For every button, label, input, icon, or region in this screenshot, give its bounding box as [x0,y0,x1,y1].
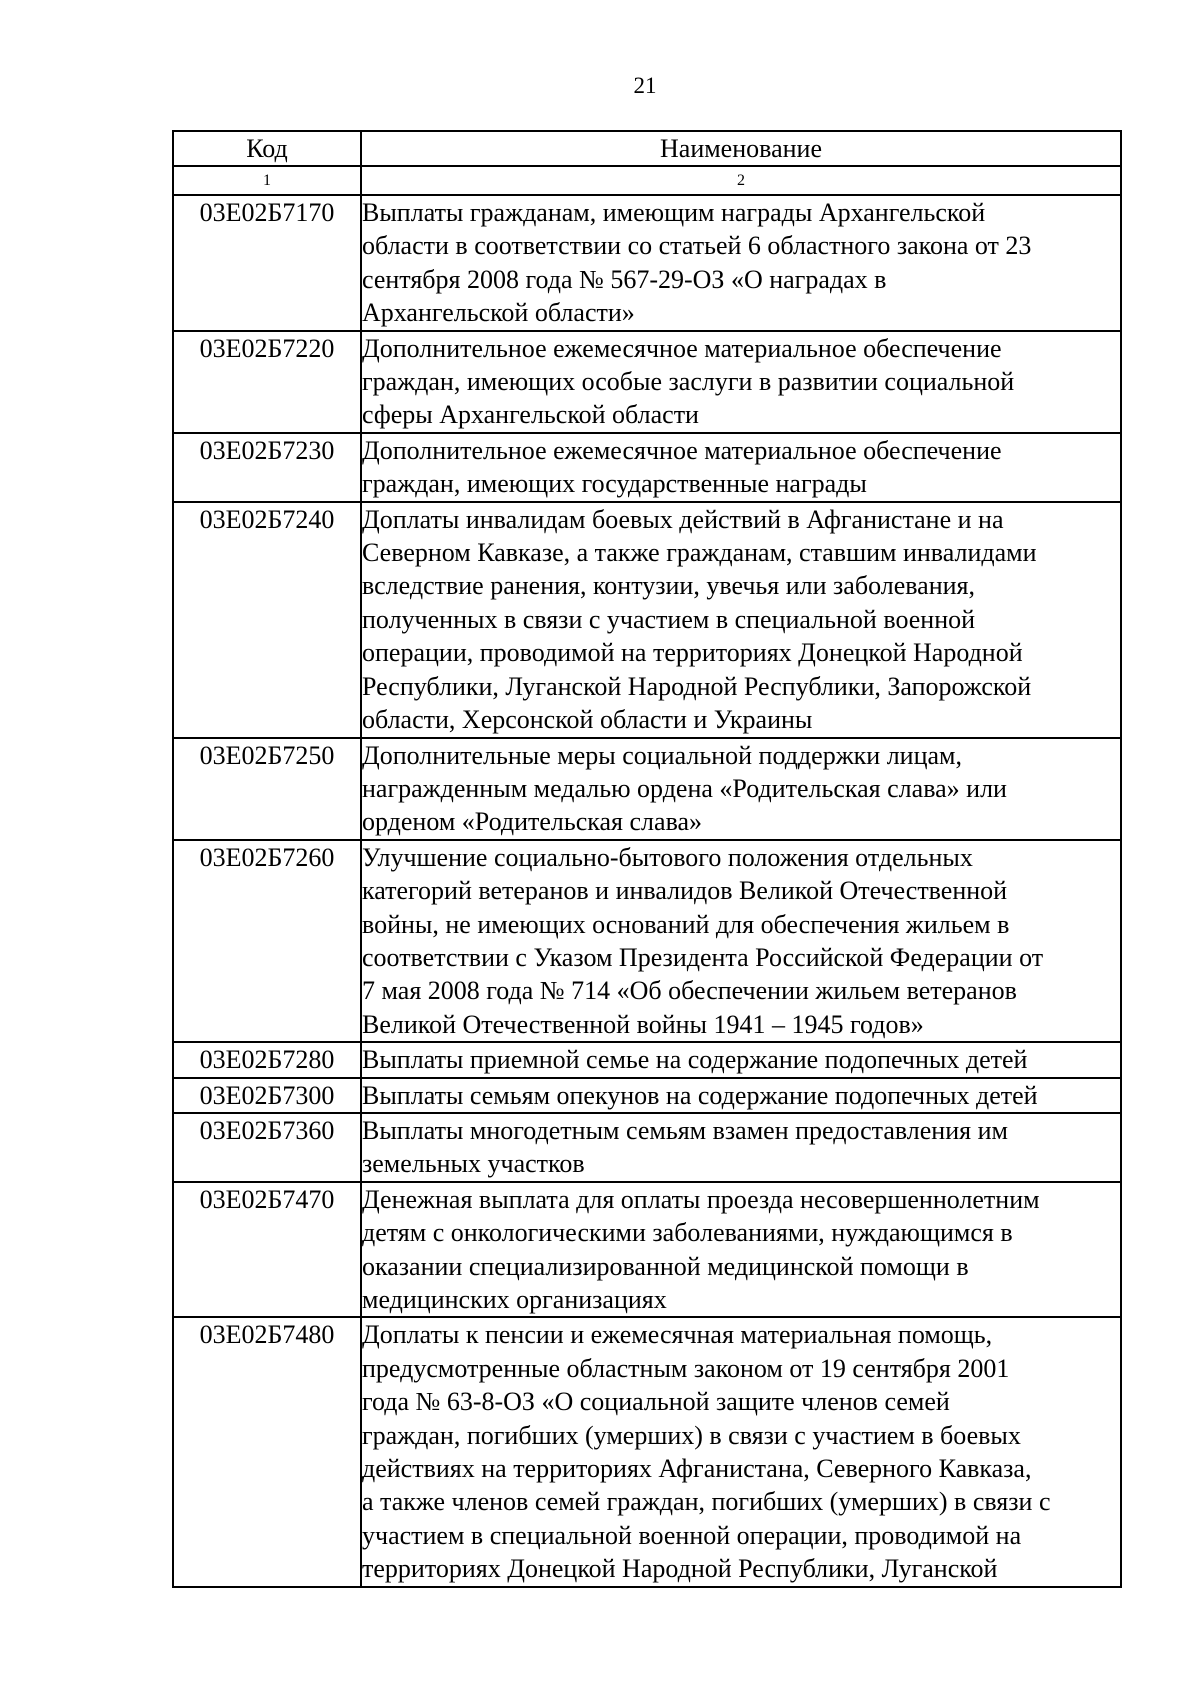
table-row [173,1182,1121,1318]
row-name-line: граждан, имеющих особые заслуги в развитии социальной [362,367,1015,397]
row-name-line: территориях Донецкой Народной Республики, Луганской [362,1554,998,1584]
column-number-name: 2 [361,166,1121,195]
row-name-line: Денежная выплата для оплаты проезда несовершеннолетним [362,1184,1040,1214]
row-name-line: Выплаты семьям опекунов на содержание подопечных детей [362,1080,1038,1110]
row-name-line: полученных в связи с участием в специальной военной [362,604,976,634]
row-name-line: Выплаты многодетным семьям взамен предоставления им [362,1115,1008,1145]
row-name-line: предусмотренные областным законом от 19 сентября 2001 [362,1353,1010,1383]
row-name-line: земельных участков [362,1149,585,1179]
row-name-line: оказании специализированной медицинской помощи в [362,1251,969,1281]
row-name-line: граждан, погибших (умерших) в связи с участием в боевых [362,1420,1021,1450]
row-name-line: Республики, Луганской Народной Республики, Запорожской [362,671,1032,701]
row-name-line: вследствие ранения, контузии, увечья или заболевания, [362,571,976,601]
row-name-line: войны, не имеющих оснований для обеспечения жильем в [362,909,1010,939]
row-code: 03Е02Б7260 [173,840,361,1042]
header-name: Наименование [361,131,1121,166]
row-name-line: Дополнительное ежемесячное материальное обеспечение [362,333,1002,363]
row-name-line: Архангельской области» [362,298,635,328]
row-name-line: участием в специальной военной операции, проводимой на [362,1520,1022,1550]
row-name-line: Доплаты к пенсии и ежемесячная материальная помощь, [362,1320,993,1350]
table-row [173,738,1121,840]
column-number-row [173,166,1121,195]
row-name-line: действиях на территориях Афганистана, Северного Кавказа, [362,1454,1032,1484]
column-number-code: 1 [173,166,361,195]
table-header-row [173,131,1121,166]
row-name [361,331,1121,433]
row-name [361,195,1121,331]
table-row [173,840,1121,1042]
row-name [361,433,1121,502]
page-number: 21 [633,73,657,98]
row-code: 03Е02Б7230 [173,433,361,502]
row-name [361,840,1121,1042]
row-name-line: Улучшение социально-бытового положения отдельных [362,842,973,872]
row-name-line: Дополнительное ежемесячное материальное обеспечение [362,435,1002,465]
table-body [173,195,1121,1587]
row-name-line: сентября 2008 года № 567-29-ОЗ «О наградах в [362,264,887,294]
row-code: 03Е02Б7300 [173,1078,361,1113]
row-name [361,1078,1121,1113]
table-row [173,1042,1121,1077]
row-name-line: Северном Кавказе, а также гражданам, ставшим инвалидами [362,538,1037,568]
row-code: 03Е02Б7360 [173,1113,361,1182]
row-name-line: категорий ветеранов и инвалидов Великой Отечественной [362,876,1008,906]
row-code: 03Е02Б7280 [173,1042,361,1077]
table-row [173,433,1121,502]
row-name-line: а также членов семей граждан, погибших (умерших) в связи с [362,1487,1051,1517]
row-name [361,502,1121,738]
table-row [173,331,1121,433]
row-name-line: медицинских организациях [362,1285,667,1314]
header-code: Код [173,131,361,166]
table-row [173,1078,1121,1113]
row-name [361,1113,1121,1182]
table-row [173,195,1121,331]
row-code: 03Е02Б7250 [173,738,361,840]
row-name-line: детям с онкологическими заболеваниями, нуждающимся в [362,1218,1013,1248]
row-name-line: награжденным медалью ордена «Родительская слава» или [362,773,1007,803]
row-code: 03Е02Б7170 [173,195,361,331]
table-row [173,1317,1121,1586]
row-name [361,1182,1121,1318]
row-name-line: года № 63-8-ОЗ «О социальной защите членов семей [362,1387,950,1417]
budget-code-table [172,130,1122,1588]
row-name-line: Великой Отечественной войны 1941 – 1945 годов» [362,1009,924,1039]
row-name-line: Выплаты гражданам, имеющим награды Архангельской [362,198,986,227]
row-name-line: соответствии с Указом Президента Российской Федерации от [362,942,1044,972]
row-name-line: 7 мая 2008 года № 714 «Об обеспечении жильем ветеранов [362,976,1017,1006]
row-code: 03Е02Б7480 [173,1317,361,1586]
row-name [361,1042,1121,1077]
row-name-line: области в соответствии со статьей 6 областного закона от 23 [362,231,1032,261]
row-name-line: орденом «Родительская слава» [362,807,703,837]
row-name [361,738,1121,840]
row-name [361,1317,1121,1586]
row-name-line: Выплаты приемной семье на содержание подопечных детей [362,1045,1028,1075]
row-name-line: граждан, имеющих государственные награды [362,469,867,499]
row-code: 03Е02Б7220 [173,331,361,433]
row-name-line: Дополнительные меры социальной поддержки лицам, [362,740,962,770]
row-code: 03Е02Б7470 [173,1182,361,1318]
row-name-line: Доплаты инвалидам боевых действий в Афганистане и на [362,504,1004,534]
row-code: 03Е02Б7240 [173,502,361,738]
row-name-line: области, Херсонской области и Украины [362,705,813,735]
row-name-line: сферы Архангельской области [362,400,699,430]
table-row [173,1113,1121,1182]
row-name-line: операции, проводимой на территориях Донецкой Народной [362,638,1023,668]
table-row [173,502,1121,738]
